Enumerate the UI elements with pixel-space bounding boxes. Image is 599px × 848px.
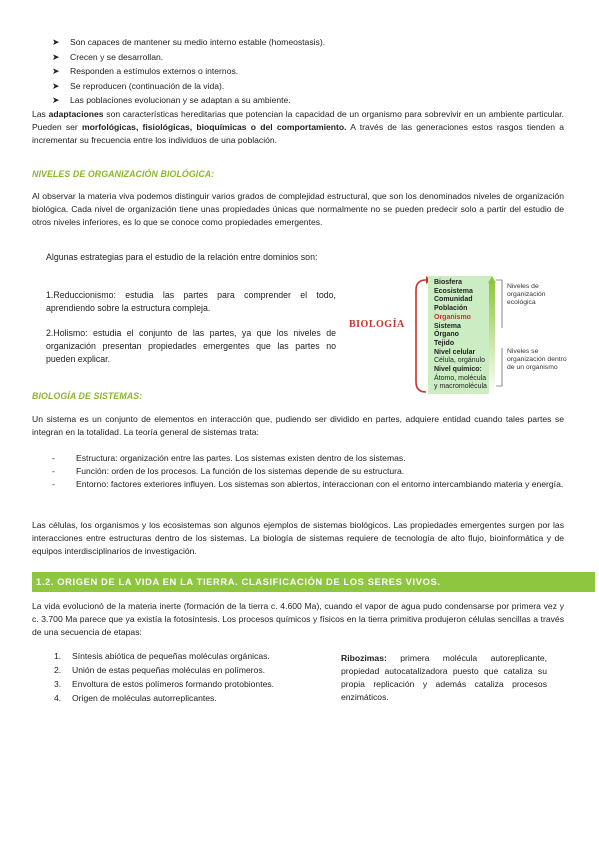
diagram-brackets bbox=[494, 278, 504, 388]
list-item: 2. Unión de estas pequeñas moléculas en polímeros. bbox=[54, 665, 265, 675]
list-item: ➤ Las poblaciones evolucionan y se adaptan a su ambiente. bbox=[52, 94, 552, 109]
list-item: ➤ Crecen y se desarrollan. bbox=[52, 51, 552, 66]
arrow-bullet-icon: ➤ bbox=[52, 37, 60, 47]
list-item: - Función: orden de los procesos. La función de los sistemas depende de su estructura. bbox=[52, 465, 405, 476]
niveles-heading: NIVELES DE ORGANIZACIÓN BIOLÓGICA: bbox=[32, 169, 215, 179]
properties-list bbox=[52, 36, 552, 109]
level-ecosistema: Ecosistema bbox=[434, 287, 473, 295]
section-header-bar bbox=[32, 572, 595, 592]
list-item: - Entorno: factores exteriores influyen. Los sistemas son abiertos, interaccionan con el entorno intercambiando materia y energía. bbox=[52, 478, 564, 489]
arrow-bullet-icon: ➤ bbox=[52, 51, 60, 62]
list-item: - Estructura: organización entre las partes. Los sistemas existen dentro de los sistemas. bbox=[52, 453, 406, 463]
arrow-bullet-icon: ➤ bbox=[52, 80, 60, 91]
adaptaciones-paragraph: Las adaptaciones son características hereditarias que potencian la capacidad de un organismo para sobrevivir en un ambiente particular. Pueden ser morfológicas, fisiológicas, bioquímicas o del comportamiento. A través de las generaciones estos rasgos tienden a incrementar su frecuencia entre los individuos de una población. bbox=[32, 109, 564, 145]
steps-list bbox=[54, 650, 324, 706]
list-item: 1. Síntesis abiótica de pequeñas moléculas orgánicas. bbox=[54, 651, 270, 661]
note-organismo: Niveles se organización dentro de un organismo bbox=[507, 348, 567, 371]
sistemas-list bbox=[52, 452, 564, 491]
level-organismo: Organismo bbox=[434, 313, 471, 321]
section-title: 1.2. ORIGEN DE LA VIDA EN LA TIERRA. CLASIFICACIÓN DE LOS SERES VIVOS. bbox=[36, 576, 441, 587]
level-organo: Órgano bbox=[434, 331, 459, 339]
holismo-text: 2.Holismo: estudia el conjunto de las partes, ya que los niveles de organización presentan propiedades emergentes que las partes no pueden explicar. bbox=[46, 328, 336, 365]
level-macromolecula: y macromolécula bbox=[434, 383, 487, 391]
level-biosfera: Biosfera bbox=[434, 279, 463, 286]
reduccionismo-text: 1.Reduccionismo: estudia las partes para comprender el todo, aprendiendo sobre la estructura compleja. bbox=[46, 290, 336, 314]
level-nivel-celular: Nivel celular bbox=[434, 348, 476, 356]
list-item: 3. Envoltura de estos polímeros formando protobiontes. bbox=[54, 679, 275, 689]
levels-list bbox=[434, 279, 487, 392]
ribozimas-note: Ribozimas: primera molécula autoreplicante, propiedad autocatalizadora puesto que cataliza su propia replicación y además cataliza procesos enzimáticos. bbox=[341, 653, 547, 702]
sistemas-heading: BIOLOGÍA DE SISTEMAS: bbox=[32, 391, 143, 401]
sistemas-intro: Un sistema es un conjunto de elementos en interacción que, pudiendo ser dividido en partes, adquiere entidad cuando tales partes se integran en la totalidad. La teoría general de sistemas trata: bbox=[32, 414, 564, 437]
biologia-label: BIOLOGÍA bbox=[349, 319, 405, 330]
level-comunidad: Comunidad bbox=[434, 296, 473, 304]
level-atomo: Átomo, molécula bbox=[434, 374, 487, 382]
sistemas-closing: Las células, los organismos y los ecosistemas son algunos ejemplos de sistemas biológicos. Las propiedades emergentes surgen por las interacciones entre estructuras dentro de los sistemas. La biología de sistemas requiere de tecnología de alto flujo, bioinformática y de equipos interdisciplinarios de investigación. bbox=[32, 520, 564, 556]
level-celula: Célula, orgánulo bbox=[434, 357, 485, 365]
niveles-paragraph: Al observar la materia viva podemos distinguir varios grados de complejidad estructural, que son los denominados niveles de organización biológica. Cada nivel de organización tiene unas propiedades únicas que normalmente no se pueden predecir solo a partir del estudio de otros niveles inferiores, es lo que se conoce como propiedades emergentes. bbox=[32, 191, 564, 227]
note-ecologica: Niveles de organización ecológica bbox=[507, 283, 546, 306]
list-item: 4. Origen de moléculas autorreplicantes. bbox=[54, 693, 217, 703]
estrategias-text: Algunas estrategias para el estudio de la relación entre dominios son: bbox=[46, 252, 318, 262]
arrow-bullet-icon: ➤ bbox=[52, 66, 60, 76]
arrow-bullet-icon: ➤ bbox=[52, 95, 60, 105]
origen-paragraph: La vida evolucionó de la materia inerte (formación de la tierra c. 4.600 Ma), cuando el vapor de agua pudo condensarse por primera vez y c. 3.700 Ma parece que ya existía la fotosíntesis. Los procesos químicos y físicos en la tierra primitiva produjeron células sencillas a través de una secuencia de etapas: bbox=[32, 601, 564, 637]
level-sistema: Sistema bbox=[434, 322, 461, 330]
level-nivel-quimico: Nivel químico: bbox=[434, 366, 482, 374]
list-item: ➤ Son capaces de mantener su medio interno estable (homeostasis). bbox=[52, 36, 552, 51]
level-poblacion: Población bbox=[434, 305, 468, 313]
level-tejido: Tejido bbox=[434, 339, 455, 347]
list-item: ➤ Responden a estímulos externos o internos. bbox=[52, 65, 552, 80]
list-item: ➤ Se reproducen (continuación de la vida). bbox=[52, 80, 552, 95]
